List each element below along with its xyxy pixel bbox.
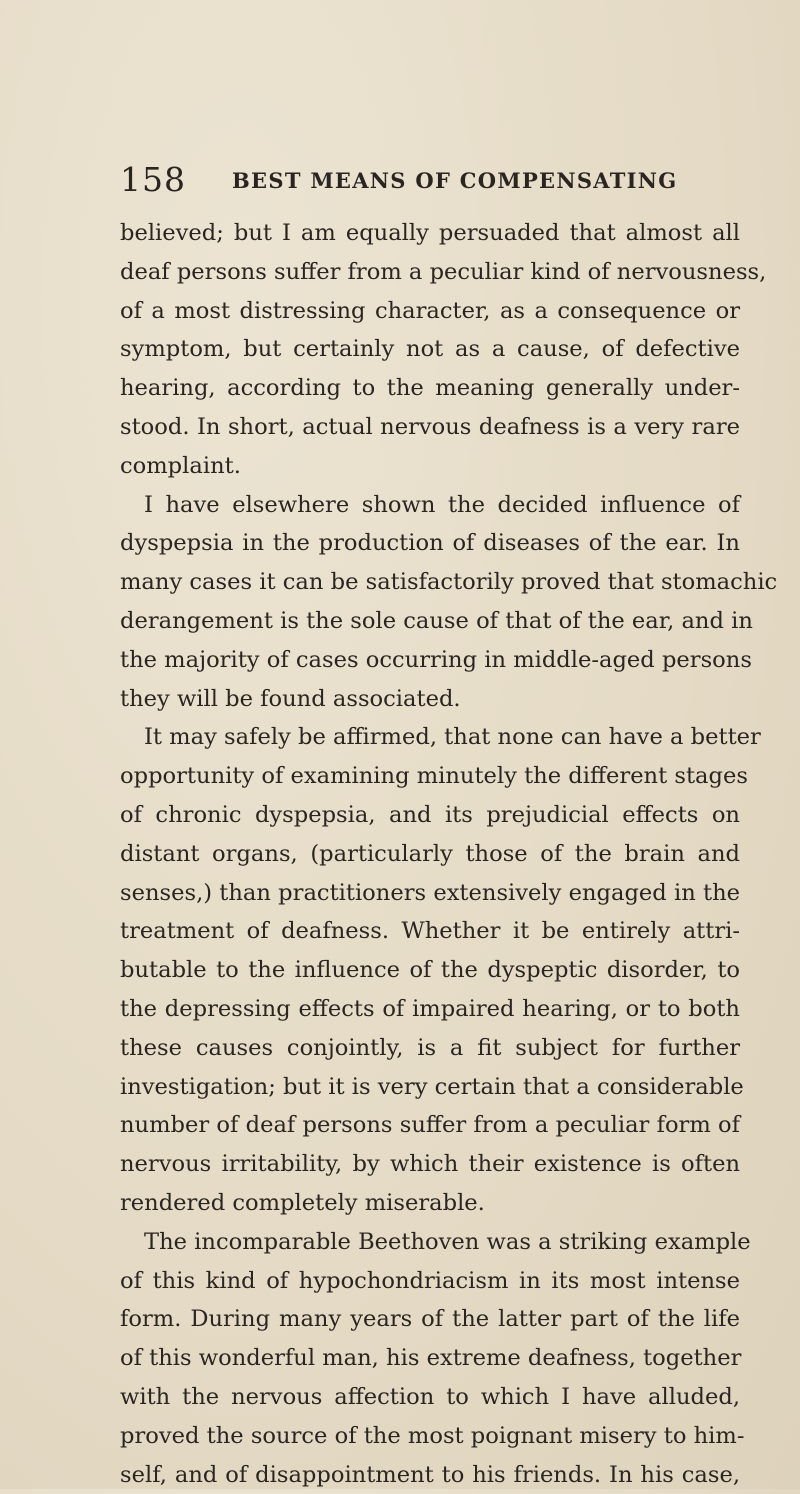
body-text: [120, 214, 740, 1494]
text-line: investigation; but it is very certain that a considerable: [120, 1068, 740, 1107]
text-line: the majority of cases occurring in middle-aged persons: [120, 641, 740, 680]
text-line: these causes conjointly, is a fit subject for further: [120, 1029, 740, 1068]
text-line: treatment of deafness. Whether it be entirely attri-: [120, 912, 740, 951]
text-line: the depressing effects of impaired hearing, or to both: [120, 990, 740, 1029]
text-line: of a most distressing character, as a consequence or: [120, 292, 740, 331]
paragraph-start-line: It may safely be affirmed, that none can have a better: [120, 718, 740, 757]
text-line: hearing, according to the meaning generally under-: [120, 369, 740, 408]
text-line: nervous irritability, by which their existence is often: [120, 1145, 740, 1184]
text-line: stood. In short, actual nervous deafness is a very rare: [120, 408, 740, 447]
text-line: of chronic dyspepsia, and its prejudicial effects on: [120, 796, 740, 835]
paragraph-start-line: The incomparable Beethoven was a striking example: [120, 1223, 740, 1262]
running-title: BEST MEANS OF COMPENSATING: [232, 166, 678, 196]
paragraph-start-line: I have elsewhere shown the decided influence of: [120, 486, 740, 525]
text-line: of this kind of hypochondriacism in its most intense: [120, 1262, 740, 1301]
text-line: butable to the influence of the dyspeptic disorder, to: [120, 951, 740, 990]
text-line: with the nervous affection to which I have alluded,: [120, 1378, 740, 1417]
text-line: self, and of disappointment to his friends. In his case,: [120, 1456, 740, 1494]
text-line: believed; but I am equally persuaded that almost all: [120, 214, 740, 253]
text-line: distant organs, (particularly those of the brain and: [120, 835, 740, 874]
text-line: many cases it can be satisfactorily proved that stomachic: [120, 563, 740, 602]
text-line: symptom, but certainly not as a cause, of defective: [120, 330, 740, 369]
text-line: form. During many years of the latter part of the life: [120, 1300, 740, 1339]
text-line: they will be found associated.: [120, 680, 740, 719]
text-line: deaf persons suffer from a peculiar kind of nervousness,: [120, 253, 740, 292]
text-line: opportunity of examining minutely the different stages: [120, 757, 740, 796]
text-line: dyspepsia in the production of diseases of the ear. In: [120, 524, 740, 563]
running-head: [120, 160, 740, 200]
text-line: complaint.: [120, 447, 740, 486]
page-number: 158: [120, 160, 186, 200]
text-line: senses,) than practitioners extensively engaged in the: [120, 874, 740, 913]
text-line: of this wonderful man, his extreme deafness, together: [120, 1339, 740, 1378]
text-line: rendered completely miserable.: [120, 1184, 740, 1223]
text-line: derangement is the sole cause of that of the ear, and in: [120, 602, 740, 641]
text-line: proved the source of the most poignant misery to him-: [120, 1417, 740, 1456]
text-line: number of deaf persons suffer from a peculiar form of: [120, 1106, 740, 1145]
